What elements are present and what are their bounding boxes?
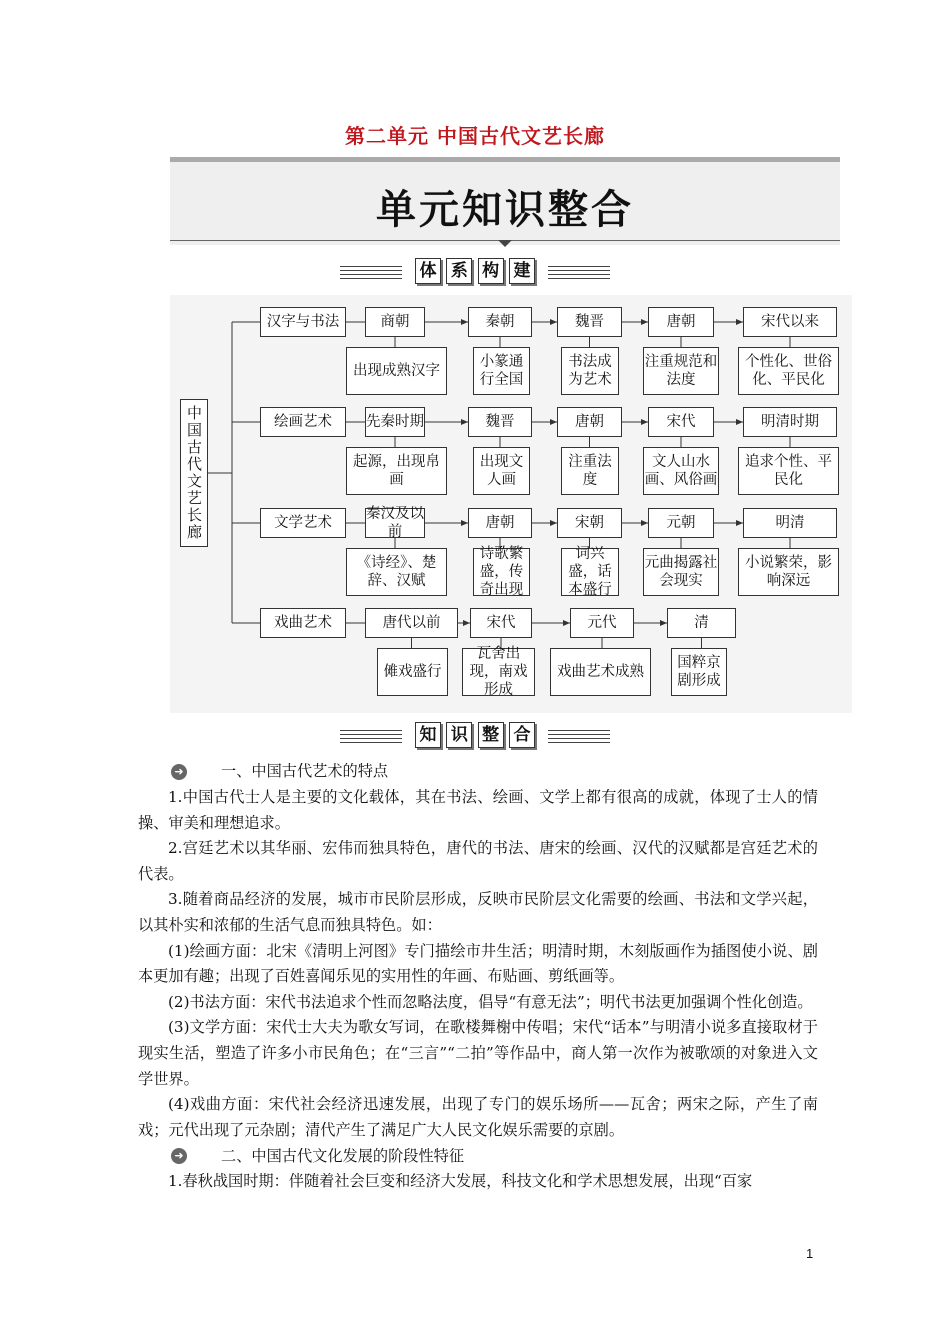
heading-text: 二、中国古代文化发展的阶段性特征	[221, 1146, 464, 1165]
detail-node: 傩戏盛行	[377, 648, 448, 696]
detail-node: 词兴盛，话本盛行	[561, 548, 619, 596]
section-header-integration	[340, 722, 610, 752]
heading-text: 一、中国古代艺术的特点	[221, 762, 389, 781]
body-content	[138, 759, 818, 1195]
category-node: 绘画艺术	[260, 407, 346, 437]
paragraph: 3.随着商品经济的发展，城市市民阶层形成，反映市民阶层文化需要的绘画、书法和文学兴起，以其朴实和浓郁的生活气息而独具特色。如：	[138, 890, 818, 934]
section-char: 建	[509, 258, 535, 284]
section-char: 知	[415, 722, 441, 748]
period-node: 明清	[743, 508, 837, 538]
section-char: 整	[478, 722, 504, 748]
section-heading-1	[138, 759, 818, 785]
section-char: 体	[415, 258, 441, 284]
period-node: 魏晋	[468, 407, 532, 437]
paragraph: 1.春秋战国时期：伴随着社会巨变和经济大发展，科技文化和学术思想发展，出现“百家	[168, 1172, 753, 1191]
period-node: 唐朝	[468, 508, 532, 538]
page-title: 第二单元 中国古代文艺长廊	[345, 124, 605, 148]
category-node: 戏曲艺术	[260, 608, 346, 638]
category-node: 汉字与书法	[260, 307, 346, 337]
period-node: 先秦时期	[365, 407, 425, 437]
period-node: 元代	[570, 608, 634, 638]
detail-node: 起源，出现帛画	[346, 447, 447, 495]
banner-title: 单元知识整合	[376, 187, 634, 233]
period-node: 清	[667, 608, 736, 638]
decorative-lines	[340, 266, 402, 280]
detail-node: 注重规范和法度	[643, 347, 719, 395]
paragraph: (3)文学方面：宋代士大夫为歌女写词，在歌楼舞榭中传唱；宋代“话本”与明清小说多直接取材于现实生活，塑造了许多小市民角色；在“三言”“二拍”等作品中，商人第一次作为被歌颂的对象进入文学世界。	[138, 1018, 818, 1088]
period-node: 秦朝	[468, 307, 532, 337]
page-number: 1	[806, 1246, 814, 1261]
detail-node: 书法成为艺术	[561, 347, 619, 395]
period-node: 唐朝	[557, 407, 622, 437]
root-node: 中国古代文艺长廊	[180, 399, 208, 547]
detail-node: 国粹京剧形成	[671, 648, 727, 696]
section-header-system	[340, 258, 610, 288]
detail-node: 元曲揭露社会现实	[643, 548, 719, 596]
period-node: 宋朝	[557, 508, 622, 538]
section-char: 合	[509, 722, 535, 748]
arrow-circle-icon: ➜	[171, 764, 187, 780]
period-node: 明清时期	[743, 407, 837, 437]
detail-node: 瓦舍出现，南戏形成	[462, 648, 535, 696]
period-node: 魏晋	[557, 307, 622, 337]
decorative-lines	[548, 266, 610, 280]
detail-node: 出现文人画	[473, 447, 530, 495]
paragraph: 1.中国古代士人是主要的文化载体，其在书法、绘画、文学上都有很高的成就，体现了士人的情操、审美和理想追求。	[138, 788, 818, 832]
detail-node: 文人山水画、风俗画	[643, 447, 719, 495]
category-node: 文学艺术	[260, 508, 346, 538]
paragraph: (4)戏曲方面：宋代社会经济迅速发展，出现了专门的娱乐场所——瓦舍；两宋之际，产生了南戏；元代出现了元杂剧；清代产生了满足广大人民文化娱乐需要的京剧。	[138, 1095, 818, 1139]
detail-node: 个性化、世俗化、平民化	[738, 347, 839, 395]
period-node: 元朝	[648, 508, 714, 538]
period-node: 唐朝	[648, 307, 714, 337]
detail-node: 小篆通行全国	[473, 347, 530, 395]
detail-node: 《诗经》、楚辞、汉赋	[346, 548, 447, 596]
paragraph: 2.宫廷艺术以其华丽、宏伟而独具特色，唐代的书法、唐宋的绘画、汉代的汉赋都是宫廷艺术的代表。	[138, 839, 818, 883]
detail-node: 出现成熟汉字	[346, 347, 447, 395]
detail-node: 注重法度	[561, 447, 619, 495]
detail-node: 追求个性、平民化	[738, 447, 839, 495]
period-node: 唐代以前	[365, 608, 458, 638]
section-heading-2	[138, 1143, 818, 1169]
paragraph: (1)绘画方面：北宋《清明上河图》专门描绘市井生活；明清时期，木刻版画作为插图使小说、剧本更加有趣；出现了百姓喜闻乐见的实用性的年画、布贴画、剪纸画等。	[138, 941, 818, 986]
section-char: 识	[446, 722, 472, 748]
section-char: 构	[478, 258, 504, 284]
banner-pointer-icon	[498, 240, 512, 247]
detail-node: 诗歌繁盛，传奇出现	[473, 548, 530, 596]
arrow-circle-icon: ➜	[171, 1148, 187, 1164]
decorative-lines	[340, 730, 402, 744]
knowledge-structure-diagram	[170, 295, 852, 713]
section-char: 系	[446, 258, 472, 284]
paragraph: (2)书法方面：宋代书法追求个性而忽略法度，倡导“有意无法”；明代书法更加强调个性化创造。	[168, 992, 813, 1011]
period-node: 宋代	[648, 407, 714, 437]
period-node: 秦汉及以前	[366, 506, 424, 540]
detail-node: 小说繁荣，影响深远	[738, 548, 839, 596]
period-node: 商朝	[365, 307, 425, 337]
period-node: 宋代	[470, 608, 532, 638]
detail-node: 戏曲艺术成熟	[550, 648, 651, 696]
period-node: 宋代以来	[743, 307, 837, 337]
decorative-lines	[548, 730, 610, 744]
